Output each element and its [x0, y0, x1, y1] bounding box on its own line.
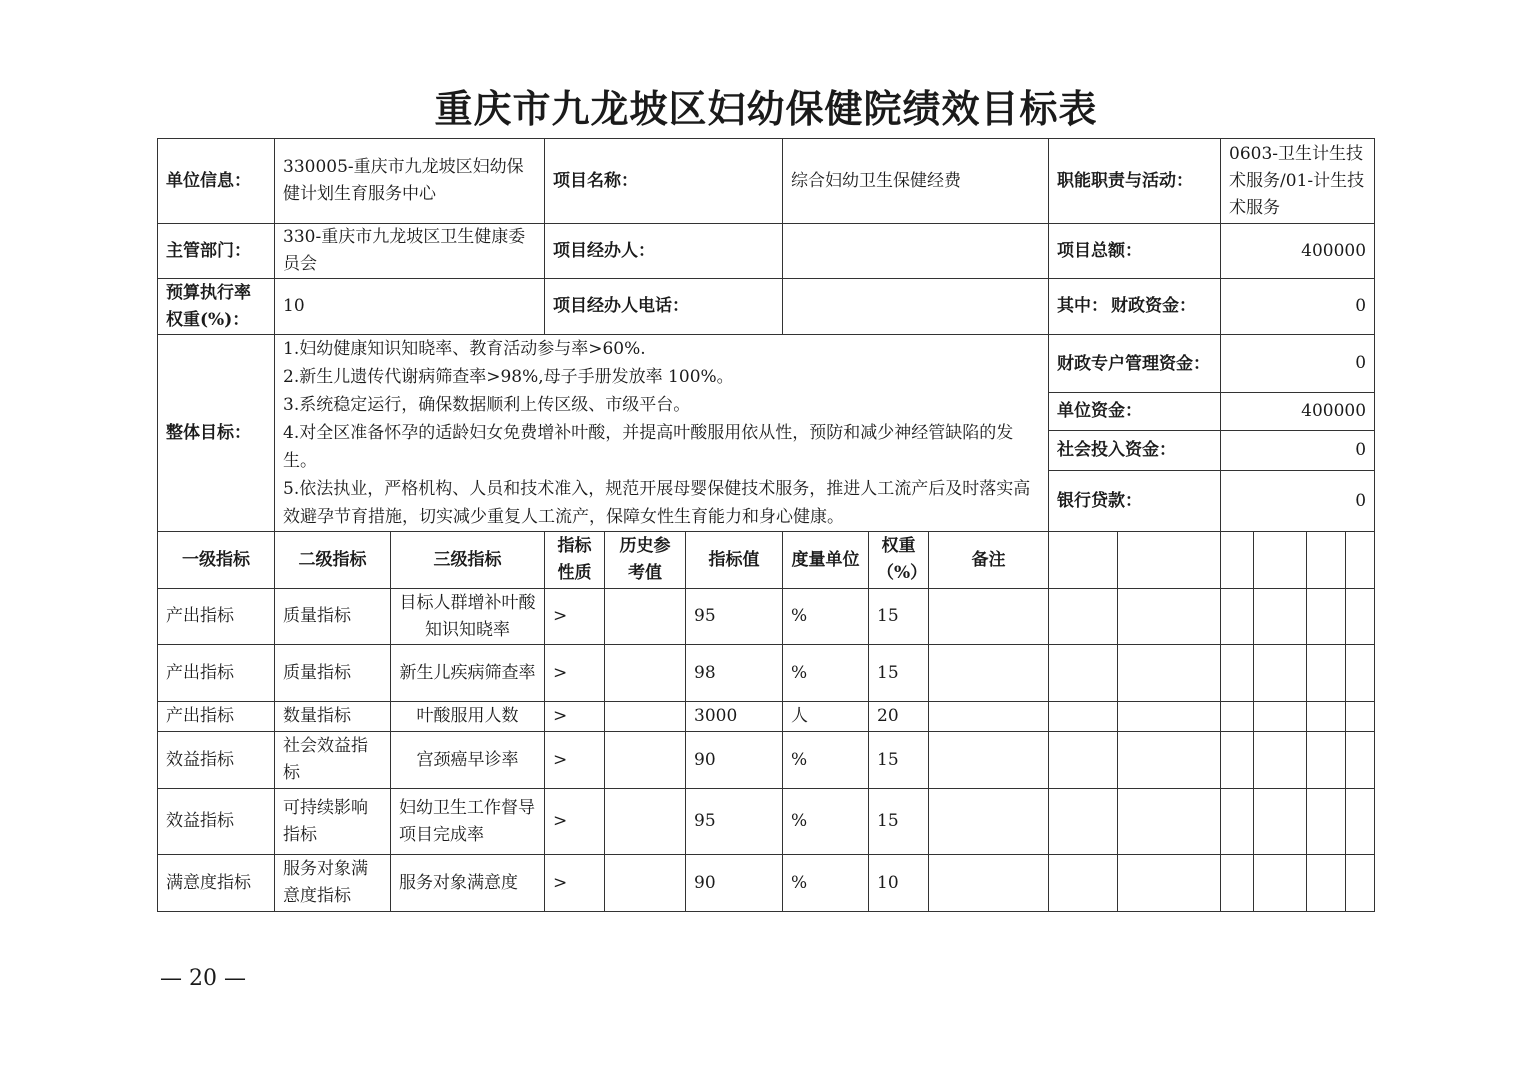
- note-cell: [929, 702, 1049, 732]
- phone-label: 项目经办人电话：: [545, 279, 783, 335]
- level3-cell: 新生儿疾病筛查率: [391, 645, 545, 702]
- table-row: [158, 702, 1375, 732]
- empty-cell: [1118, 702, 1221, 732]
- unit-cell: %: [783, 732, 869, 789]
- weight-cell: 10: [869, 855, 929, 912]
- handler-label: 项目经办人：: [545, 224, 783, 279]
- history-cell: [605, 702, 686, 732]
- empty-cell: [1254, 855, 1307, 912]
- fiscal-label: 财政资金：: [1111, 296, 1197, 316]
- header-level3: 三级指标: [391, 532, 545, 589]
- note-cell: [929, 589, 1049, 645]
- table-row: [158, 645, 1375, 702]
- unit-cell: %: [783, 789, 869, 855]
- nature-cell: >: [545, 645, 605, 702]
- level1-cell: 效益指标: [158, 789, 275, 855]
- info-row-budget: [158, 279, 1375, 335]
- goal-item: 1.妇幼健康知识知晓率、教育活动参与率>60%.: [283, 339, 646, 359]
- indicator-header-row: [158, 532, 1375, 589]
- note-cell: [929, 732, 1049, 789]
- goal-item: 2.新生儿遗传代谢病筛查率>98%,母子手册发放率 100%。: [283, 367, 734, 387]
- value-cell: 95: [686, 589, 783, 645]
- performance-table: [157, 138, 1375, 912]
- level1-cell: 满意度指标: [158, 855, 275, 912]
- nature-cell: >: [545, 855, 605, 912]
- level1-cell: 产出指标: [158, 645, 275, 702]
- header-nature: 指标性质: [545, 532, 605, 589]
- nature-cell: >: [545, 732, 605, 789]
- header-level1: 一级指标: [158, 532, 275, 589]
- unit-info-label: 单位信息：: [158, 139, 275, 224]
- total-label: 项目总额：: [1049, 224, 1221, 279]
- page-title: 重庆市九龙坡区妇幼保健院绩效目标表: [434, 86, 1098, 131]
- fiscal-value: 0: [1221, 279, 1375, 335]
- empty-cell: [1346, 532, 1375, 589]
- table-row: [158, 732, 1375, 789]
- nature-cell: >: [545, 589, 605, 645]
- header-level2: 二级指标: [275, 532, 391, 589]
- table-row: [158, 855, 1375, 912]
- level2-cell: 社会效益指标: [275, 732, 391, 789]
- empty-cell: [1221, 789, 1254, 855]
- value-cell: 90: [686, 732, 783, 789]
- empty-cell: [1307, 702, 1346, 732]
- empty-cell: [1049, 645, 1118, 702]
- empty-cell: [1221, 732, 1254, 789]
- history-cell: [605, 589, 686, 645]
- empty-cell: [1049, 855, 1118, 912]
- header-value: 指标值: [686, 532, 783, 589]
- level2-cell: 质量指标: [275, 589, 391, 645]
- special-fund-label: 财政专户管理资金：: [1049, 335, 1221, 393]
- function-value: 0603-卫生计生技术服务/01-计生技术服务: [1221, 139, 1375, 224]
- empty-cell: [1221, 532, 1254, 589]
- empty-cell: [1221, 702, 1254, 732]
- header-history: 历史参考值: [605, 532, 686, 589]
- empty-cell: [1254, 589, 1307, 645]
- function-label: 职能职责与活动：: [1049, 139, 1221, 224]
- history-cell: [605, 789, 686, 855]
- note-cell: [929, 855, 1049, 912]
- empty-cell: [1307, 789, 1346, 855]
- empty-cell: [1307, 855, 1346, 912]
- bank-loan-value: 0: [1221, 471, 1375, 532]
- budget-rate-label: 预算执行率权重(%)：: [158, 279, 275, 335]
- empty-cell: [1118, 532, 1221, 589]
- project-name-value: 综合妇幼卫生保健经费: [783, 139, 1049, 224]
- among-label: 其中：: [1057, 296, 1109, 316]
- table-row: [158, 589, 1375, 645]
- empty-cell: [1221, 645, 1254, 702]
- weight-cell: 15: [869, 589, 929, 645]
- empty-cell: [1346, 789, 1375, 855]
- goal-text: [275, 335, 1049, 532]
- empty-cell: [1307, 645, 1346, 702]
- unit-cell: %: [783, 589, 869, 645]
- empty-cell: [1346, 702, 1375, 732]
- weight-cell: 15: [869, 732, 929, 789]
- unit-fund-value: 400000: [1221, 393, 1375, 431]
- nature-cell: >: [545, 702, 605, 732]
- empty-cell: [1049, 732, 1118, 789]
- note-cell: [929, 645, 1049, 702]
- empty-cell: [1118, 732, 1221, 789]
- unit-cell: %: [783, 645, 869, 702]
- unit-fund-label: 单位资金：: [1049, 393, 1221, 431]
- handler-value: [783, 224, 1049, 279]
- header-weight: 权重（%）: [869, 532, 929, 589]
- note-cell: [929, 789, 1049, 855]
- empty-cell: [1346, 589, 1375, 645]
- empty-cell: [1254, 732, 1307, 789]
- empty-cell: [1254, 702, 1307, 732]
- info-row-dept: [158, 224, 1375, 279]
- level3-cell: 服务对象满意度: [391, 855, 545, 912]
- empty-cell: [1221, 589, 1254, 645]
- total-value: 400000: [1221, 224, 1375, 279]
- empty-cell: [1118, 855, 1221, 912]
- empty-cell: [1254, 645, 1307, 702]
- unit-cell: %: [783, 855, 869, 912]
- level3-cell: 叶酸服用人数: [391, 702, 545, 732]
- dept-value: 330-重庆市九龙坡区卫生健康委员会: [275, 224, 545, 279]
- nature-cell: >: [545, 789, 605, 855]
- value-cell: 3000: [686, 702, 783, 732]
- weight-cell: 15: [869, 645, 929, 702]
- history-cell: [605, 732, 686, 789]
- empty-cell: [1254, 789, 1307, 855]
- value-cell: 98: [686, 645, 783, 702]
- info-row-unit: [158, 139, 1375, 224]
- history-cell: [605, 645, 686, 702]
- empty-cell: [1346, 645, 1375, 702]
- empty-cell: [1221, 855, 1254, 912]
- history-cell: [605, 855, 686, 912]
- empty-cell: [1346, 855, 1375, 912]
- weight-cell: 15: [869, 789, 929, 855]
- goal-item: 3.系统稳定运行，确保数据顺利上传区级、市级平台。: [283, 395, 691, 415]
- social-fund-value: 0: [1221, 431, 1375, 471]
- level3-cell: 妇幼卫生工作督导项目完成率: [391, 789, 545, 855]
- empty-cell: [1049, 589, 1118, 645]
- value-cell: 95: [686, 789, 783, 855]
- page-number: — 20 —: [160, 966, 246, 991]
- bank-loan-label: 银行贷款：: [1049, 471, 1221, 532]
- empty-cell: [1118, 789, 1221, 855]
- header-note: 备注: [929, 532, 1049, 589]
- level1-cell: 产出指标: [158, 702, 275, 732]
- table-row: [158, 789, 1375, 855]
- goal-item: 5.依法执业，严格机构、人员和技术准入，规范开展母婴保健技术服务，推进人工流产后及时落实高效避孕节育措施，切实减少重复人工流产，保障女性生育能力和身心健康。: [283, 479, 1031, 527]
- info-row-goals-1: [158, 335, 1375, 393]
- level2-cell: 数量指标: [275, 702, 391, 732]
- project-name-label: 项目名称：: [545, 139, 783, 224]
- empty-cell: [1307, 732, 1346, 789]
- empty-cell: [1307, 589, 1346, 645]
- social-fund-label: 社会投入资金：: [1049, 431, 1221, 471]
- empty-cell: [1254, 532, 1307, 589]
- level2-cell: 可持续影响指标: [275, 789, 391, 855]
- weight-cell: 20: [869, 702, 929, 732]
- header-unit: 度量单位: [783, 532, 869, 589]
- level3-cell: 目标人群增补叶酸知识知晓率: [391, 589, 545, 645]
- value-cell: 90: [686, 855, 783, 912]
- empty-cell: [1049, 702, 1118, 732]
- empty-cell: [1118, 589, 1221, 645]
- fiscal-cell: [1049, 279, 1221, 335]
- empty-cell: [1049, 789, 1118, 855]
- empty-cell: [1049, 532, 1118, 589]
- phone-value: [783, 279, 1049, 335]
- special-fund-value: 0: [1221, 335, 1375, 393]
- level1-cell: 效益指标: [158, 732, 275, 789]
- level3-cell: 宫颈癌早诊率: [391, 732, 545, 789]
- level2-cell: 质量指标: [275, 645, 391, 702]
- goal-label: 整体目标：: [158, 335, 275, 532]
- level2-cell: 服务对象满意度指标: [275, 855, 391, 912]
- empty-cell: [1307, 532, 1346, 589]
- level1-cell: 产出指标: [158, 589, 275, 645]
- empty-cell: [1346, 732, 1375, 789]
- empty-cell: [1118, 645, 1221, 702]
- unit-info-value: 330005-重庆市九龙坡区妇幼保健计划生育服务中心: [275, 139, 545, 224]
- budget-rate-value: 10: [275, 279, 545, 335]
- unit-cell: 人: [783, 702, 869, 732]
- dept-label: 主管部门：: [158, 224, 275, 279]
- goal-item: 4.对全区准备怀孕的适龄妇女免费增补叶酸，并提高叶酸服用依从性，预防和减少神经管缺陷的发生。: [283, 423, 1014, 471]
